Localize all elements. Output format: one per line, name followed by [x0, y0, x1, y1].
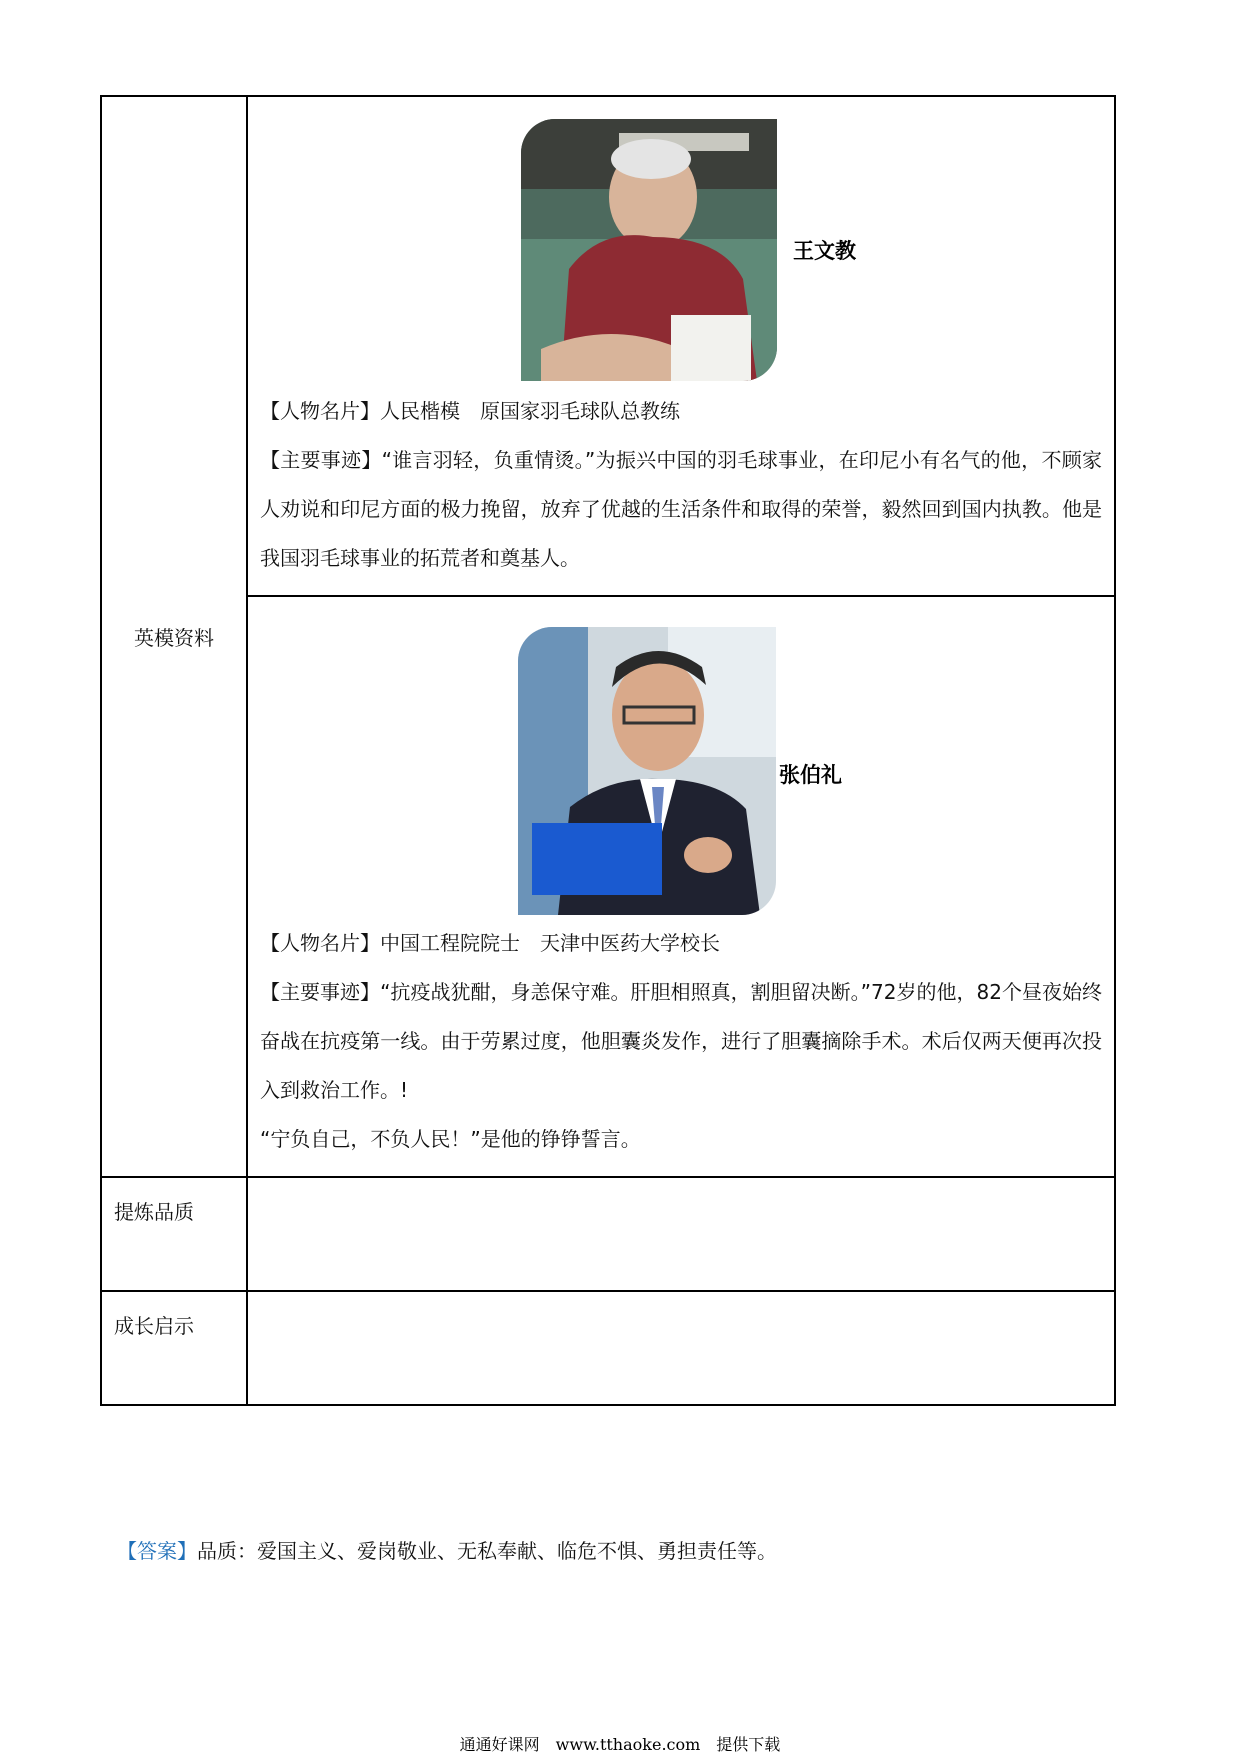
hero2-deeds	[260, 968, 1102, 1115]
hero2-deeds-tag: 【主要事迹】	[260, 980, 381, 1004]
hero1-row	[101, 96, 1115, 596]
hero1-photo	[521, 119, 777, 381]
answer-tag: 【答案】	[117, 1539, 197, 1563]
hero2-card	[260, 919, 1102, 968]
hero2-name: 张伯礼	[779, 763, 842, 787]
hero1-card	[260, 387, 1102, 436]
hero2-deeds-text: “抗疫战犹酣，身恙保守难。肝胆相照真，割胆留决断。”72岁的他，82个昼夜始终奋战在抗疫第一线。由于劳累过度，他胆囊炎发作，进行了胆囊摘除手术。术后仅两天便再次投入到救治工作。!	[260, 980, 1103, 1102]
hero2-photo	[518, 627, 776, 915]
growth-label: 成长启示	[114, 1314, 194, 1338]
quality-row	[101, 1177, 1115, 1291]
hero1-photo-row	[260, 119, 1102, 387]
answer-text: 品质：爱国主义、爱岗敬业、无私奉献、临危不惧、勇担责任等。	[197, 1539, 777, 1563]
growth-answer-cell[interactable]	[247, 1291, 1115, 1405]
hero1-deeds-text: “谁言羽轻，负重情烫。”为振兴中国的羽毛球事业，在印尼小有名气的他，不顾家人劝说和印尼方面的极力挽留，放弃了优越的生活条件和取得的荣誉，毅然回到国内执教。他是我国羽毛球事业的拓荒者和奠基人。	[260, 448, 1102, 570]
heroes-label: 英模资料	[134, 626, 214, 650]
answer-line	[117, 1535, 777, 1564]
hero2-card-text: 中国工程院院士 天津中医药大学校长	[380, 931, 720, 955]
page-footer: 通通好课网 www.tthaoke.com 提供下载	[459, 1735, 781, 1754]
quality-label: 提炼品质	[114, 1200, 194, 1224]
growth-row	[101, 1291, 1115, 1405]
hero2-photo-row	[260, 627, 1102, 919]
hero2-row	[101, 596, 1115, 1177]
quality-label-cell	[101, 1177, 247, 1291]
hero2-cell	[247, 596, 1115, 1177]
hero2-card-tag: 【人物名片】	[260, 931, 380, 955]
quality-answer-cell[interactable]	[247, 1177, 1115, 1291]
hero1-deeds-tag: 【主要事迹】	[260, 448, 382, 472]
hero1-card-text: 人民楷模 原国家羽毛球队总教练	[380, 399, 680, 423]
worksheet-table	[100, 95, 1116, 1406]
hero1-deeds	[260, 436, 1102, 583]
hero1-card-tag: 【人物名片】	[260, 399, 380, 423]
hero1-cell	[247, 96, 1115, 596]
hero1-name: 王文教	[793, 239, 856, 263]
heroes-label-cell	[101, 96, 247, 1177]
growth-label-cell	[101, 1291, 247, 1405]
hero2-motto: “宁负自己，不负人民！”是他的铮铮誓言。	[260, 1127, 641, 1151]
